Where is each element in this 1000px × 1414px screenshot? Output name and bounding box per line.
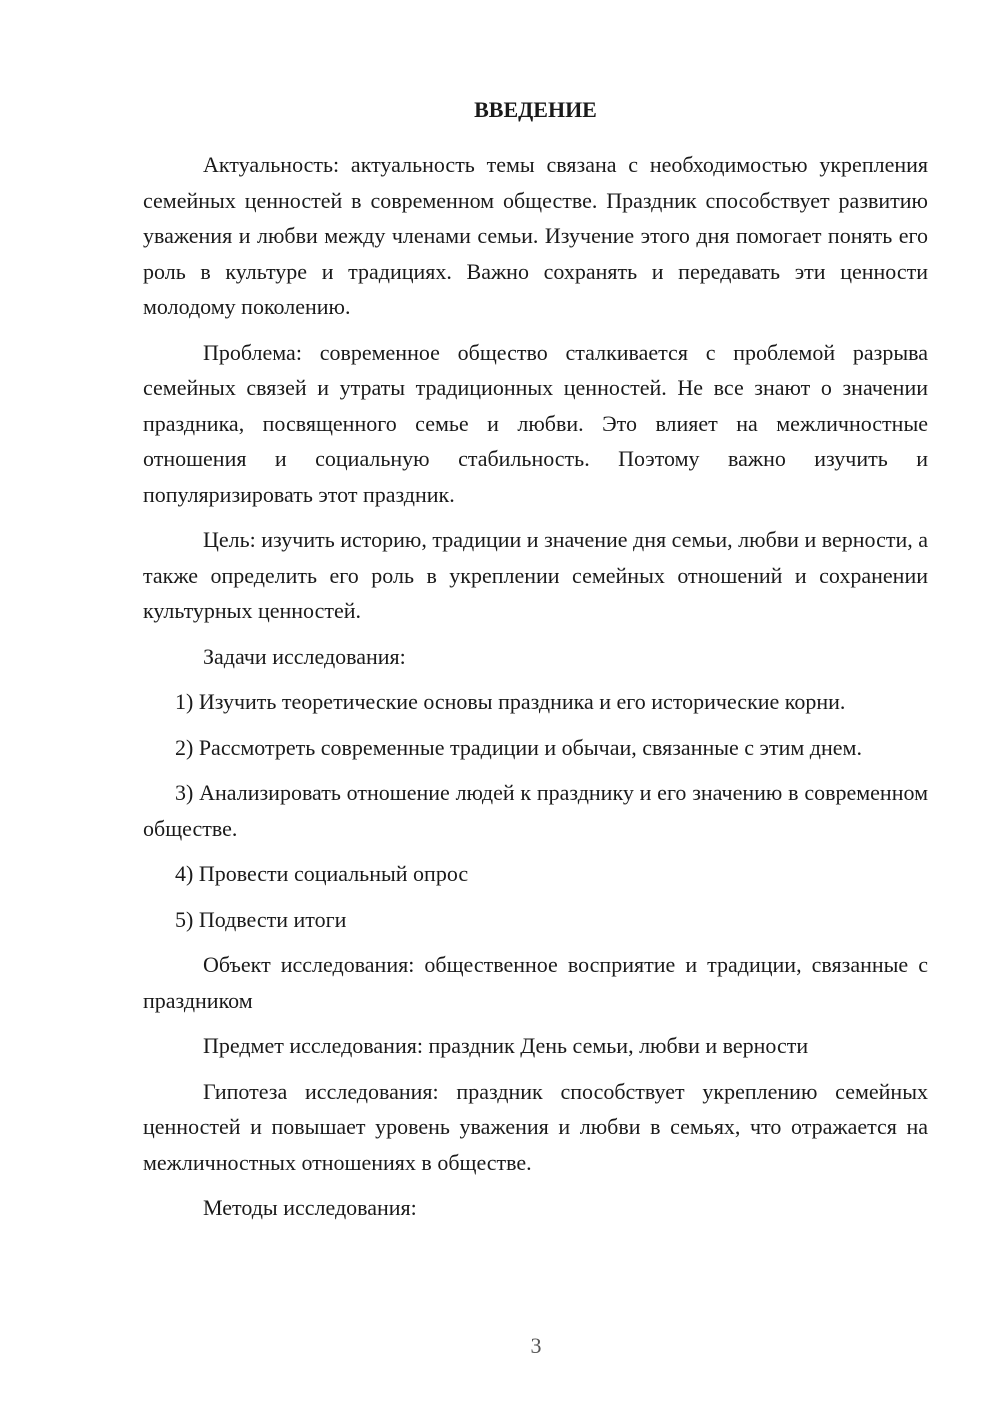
relevance-paragraph: Актуальность: актуальность темы связана с необходимостью укрепления семейных ценностей в современном обществе. Праздник способствует развитию уважения и любви между членами семьи. Изучение этого дня помогает понять его роль в культуре и традициях. Важно сохранять и передавать эти ценности молодому поколению. — [143, 152, 928, 319]
page-title: ВВЕДЕНИЕ — [474, 97, 597, 122]
problem-paragraph: Проблема: современное общество сталкивается с проблемой разрыва семейных связей и утраты традиционных ценностей. Не все знают о значении праздника, посвященного семье и любви. Это влияет на межличностные отношения и социальную стабильность. Поэтому важно изучить и популяризировать этот праздник. — [143, 339, 928, 507]
task-item-1: 1) Изучить теоретические основы праздника и его исторические корни. — [175, 689, 846, 714]
task-item-5: 5) Подвести итоги — [175, 906, 347, 932]
object-paragraph: Объект исследования: общественное восприятие и традиции, связанные с праздником — [143, 952, 928, 1013]
task-item-3: 3) Анализировать отношение людей к празднику и его значению в современном обществе. — [143, 780, 928, 841]
methods-heading: Методы исследования: — [203, 1195, 417, 1220]
document-page — [143, 96, 928, 1236]
hypothesis-paragraph: Гипотеза исследования: праздник способствует укреплению семейных ценностей и повышает уровень уважения и любви в семьях, что отражается на межличностных отношениях в обществе. — [143, 1078, 928, 1175]
task-item-2: 2) Рассмотреть современные традиции и обычаи, связанные с этим днем. — [175, 734, 862, 760]
subject-paragraph: Предмет исследования: праздник День семьи, любви и верности — [203, 1033, 809, 1058]
goal-paragraph: Цель: изучить историю, традиции и значение дня семьи, любви и верности, а также определить его роль в укреплении семейных отношений и сохранении культурных ценностей. — [143, 527, 928, 623]
tasks-heading: Задачи исследования: — [203, 643, 406, 669]
task-item-4: 4) Провести социальный опрос — [175, 861, 469, 886]
page-number: 3 — [530, 1333, 542, 1358]
